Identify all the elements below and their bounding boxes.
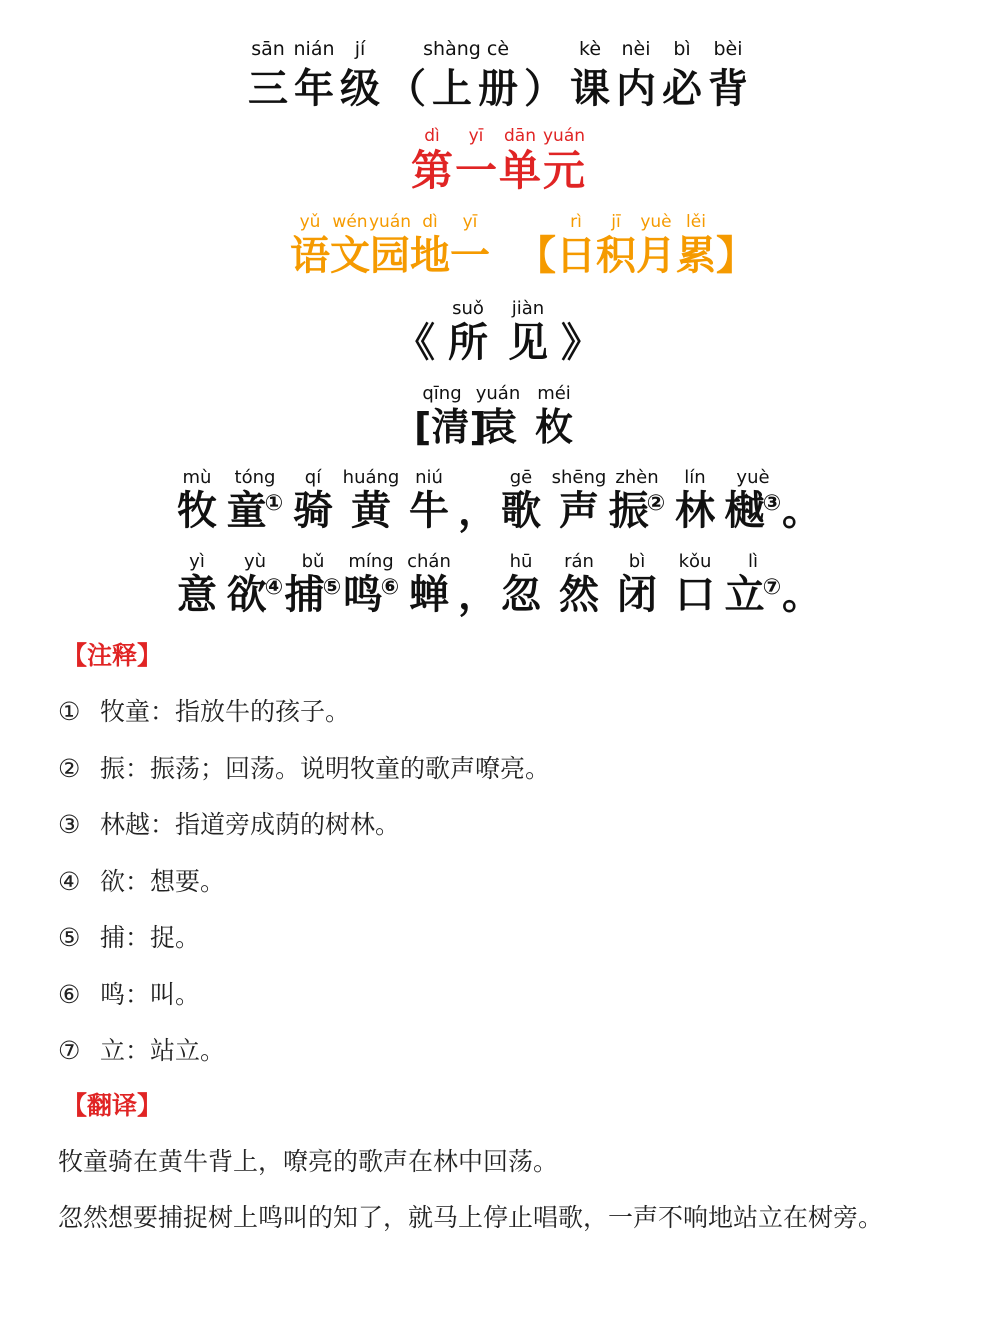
- pinyin: wén: [332, 212, 368, 232]
- note-number: ⑦: [58, 1036, 81, 1065]
- ruby-unit: [423, 38, 481, 112]
- ruby-unit: [475, 40, 521, 112]
- pinyin: kè: [578, 38, 602, 60]
- hanzi: 文: [330, 233, 370, 279]
- footnote-marker: ⑤: [322, 574, 342, 600]
- ruby-unit: [724, 551, 782, 617]
- pinyin: shàng: [423, 38, 481, 60]
- hanzi: 见: [508, 320, 548, 366]
- ruby-unit: [596, 212, 636, 278]
- pinyin: yì: [189, 551, 205, 572]
- ruby-unit: [337, 40, 383, 112]
- title-open-mark: 《: [395, 320, 435, 366]
- footnote-marker: ④: [264, 574, 284, 600]
- note-item: [58, 975, 200, 1011]
- hanzi: 元: [542, 146, 585, 195]
- hanzi: 园: [370, 233, 410, 279]
- ruby-unit: [410, 126, 454, 194]
- hanzi: 级: [340, 66, 380, 112]
- hanzi: 年: [294, 66, 334, 112]
- hanzi: 袁: [478, 405, 517, 449]
- hanzi: 地: [410, 233, 450, 279]
- ruby-unit: [414, 383, 487, 449]
- hanzi: 必: [662, 66, 702, 112]
- notes-heading: 【注释】: [62, 641, 163, 670]
- pinyin: nèi: [621, 38, 651, 60]
- ruby-unit: [383, 40, 429, 112]
- ruby-unit: [290, 212, 330, 278]
- ruby-unit: [492, 551, 550, 617]
- hanzi: 日: [556, 233, 596, 279]
- note-text: 立：站立。: [100, 1036, 226, 1065]
- pinyin: niú: [415, 467, 443, 488]
- note-item: [58, 692, 350, 728]
- hanzi: 单: [498, 146, 541, 195]
- open-bracket: 【: [516, 233, 556, 279]
- pinyin: bì: [673, 38, 691, 60]
- pinyin: yuán: [542, 126, 586, 146]
- ruby-unit: [556, 212, 596, 278]
- pinyin: cè: [486, 38, 510, 60]
- pinyin: lín: [684, 467, 706, 488]
- footnote-marker: ②: [646, 490, 666, 516]
- note-item: [58, 862, 225, 898]
- hanzi: 意: [177, 572, 217, 618]
- hanzi: 背: [708, 66, 748, 112]
- hanzi: ）: [524, 66, 564, 112]
- hanzi: 语: [290, 233, 330, 279]
- ruby-unit: [676, 212, 716, 278]
- pinyin: bǔ: [301, 551, 325, 572]
- hanzi: 第: [410, 146, 453, 195]
- pinyin: bì: [628, 551, 646, 572]
- ruby-unit: [521, 40, 567, 112]
- ruby-unit: [291, 40, 337, 112]
- note-text: 鸣：叫。: [100, 979, 201, 1009]
- ruby-unit: [330, 212, 370, 278]
- note-text: 振：振荡；回荡。说明牧童的歌声嘹亮。: [100, 753, 551, 783]
- pinyin: jí: [354, 38, 366, 60]
- pinyin: yǔ: [299, 212, 321, 232]
- pinyin: zhèn: [615, 467, 659, 488]
- ruby-unit: [492, 467, 550, 533]
- hanzi: 月: [636, 233, 676, 279]
- footnote-marker: ⑦: [762, 574, 782, 600]
- hanzi: 鸣: [342, 572, 383, 618]
- hanzi: 累: [676, 233, 716, 279]
- ruby-unit: [526, 383, 582, 449]
- ruby-unit: [567, 40, 613, 112]
- pinyin: yuán: [368, 212, 412, 232]
- pinyin: yuè: [640, 212, 672, 232]
- ruby-unit: [438, 298, 498, 366]
- hanzi: 振: [608, 488, 649, 534]
- note-item: [58, 805, 400, 841]
- ruby-unit: [608, 551, 666, 617]
- hanzi: 闭: [617, 572, 657, 618]
- ruby-unit: [168, 551, 226, 617]
- page-title: [0, 40, 996, 112]
- ruby-unit: [370, 212, 410, 278]
- hanzi: 歌: [501, 488, 541, 534]
- punctuation: 。: [782, 488, 822, 534]
- ruby-unit: [400, 467, 458, 533]
- footnote-marker: ⑥: [380, 574, 400, 600]
- ruby-unit: [245, 40, 291, 112]
- pinyin: rì: [570, 212, 582, 232]
- ruby-unit: [450, 212, 490, 278]
- note-number: ⑥: [58, 979, 81, 1009]
- pinyin: shēng: [551, 467, 607, 488]
- pinyin: kǒu: [678, 551, 712, 572]
- ruby-unit: [400, 551, 458, 617]
- hanzi: 牧: [177, 488, 217, 534]
- pinyin: rán: [564, 551, 594, 572]
- translation-heading: 【翻译】: [62, 1091, 163, 1120]
- punctuation: ，: [458, 488, 498, 534]
- ruby-unit: [666, 467, 724, 533]
- pinyin: sān: [251, 38, 285, 60]
- punctuation: 。: [782, 572, 822, 618]
- ruby-unit: [284, 467, 342, 533]
- footnote-marker: ③: [762, 490, 782, 516]
- hanzi: 口: [675, 572, 715, 618]
- ruby-unit: [226, 467, 284, 533]
- note-text: 林越：指道旁成荫的树林。: [100, 810, 401, 839]
- pinyin: bèi: [713, 38, 743, 60]
- pinyin: yuán: [475, 383, 521, 404]
- pinyin: qí: [304, 467, 322, 488]
- pinyin: lěi: [686, 212, 706, 232]
- ruby-unit: [613, 40, 659, 112]
- ruby-unit: [410, 212, 450, 278]
- note-item: [58, 1031, 225, 1067]
- hanzi: 林: [675, 488, 715, 534]
- hanzi: 骑: [293, 488, 333, 534]
- hanzi: 牛: [409, 488, 449, 534]
- translation-line-2: 忽然想要捕捉树上鸣叫的知了，就马上停止唱歌，一声不响地站立在树旁。: [58, 1203, 884, 1232]
- poem-line-1: [168, 467, 822, 534]
- poem-line-2: [168, 551, 822, 618]
- hanzi: 然: [559, 572, 599, 618]
- note-text: 欲：想要。: [100, 866, 226, 896]
- hanzi: 三: [248, 66, 288, 112]
- ruby-unit: [498, 298, 558, 366]
- hanzi: 上: [432, 66, 472, 112]
- ruby-unit: [550, 467, 608, 533]
- garden-heading: [290, 212, 756, 278]
- note-number: ①: [58, 697, 81, 726]
- note-text: 捕：捉。: [100, 923, 201, 952]
- note-number: ③: [58, 810, 81, 839]
- hanzi: 蝉: [409, 572, 449, 618]
- pinyin: yù: [243, 551, 267, 572]
- hanzi: 内: [616, 66, 656, 112]
- ruby-unit: [168, 467, 226, 533]
- ruby-unit: [470, 383, 526, 449]
- note-number: ④: [58, 866, 81, 896]
- close-bracket: 】: [716, 233, 756, 279]
- pinyin: dì: [422, 212, 438, 232]
- pinyin: yī: [462, 212, 478, 232]
- hanzi: （: [386, 66, 426, 112]
- ruby-unit: [542, 126, 586, 194]
- pinyin: dì: [424, 126, 440, 146]
- hanzi: 册: [478, 66, 518, 112]
- ruby-unit: [284, 551, 342, 617]
- ruby-unit: [659, 40, 705, 112]
- ruby-unit: [226, 551, 284, 617]
- note-item: [58, 749, 550, 785]
- hanzi: 忽: [501, 572, 541, 618]
- note-text: 牧童：指放牛的孩子。: [100, 697, 351, 726]
- footnote-marker: ①: [264, 490, 284, 516]
- ruby-unit: [342, 467, 400, 533]
- pinyin: huáng: [342, 467, 400, 488]
- ruby-unit: [498, 126, 542, 194]
- hanzi: 樾: [724, 488, 765, 534]
- pinyin: yī: [468, 126, 484, 146]
- ruby-unit: [550, 551, 608, 617]
- punctuation: ，: [458, 572, 498, 618]
- hanzi: 捕: [284, 572, 325, 618]
- pinyin: qīng: [422, 383, 462, 404]
- note-item: [58, 918, 200, 954]
- unit-heading: [0, 126, 996, 194]
- pinyin: jiàn: [511, 298, 545, 319]
- ruby-unit: [705, 40, 751, 112]
- hanzi: 课: [570, 66, 610, 112]
- hanzi: 黄: [351, 488, 391, 534]
- ruby-unit: [724, 467, 782, 533]
- hanzi: [清]: [414, 405, 487, 449]
- poem-title: [0, 298, 996, 366]
- pinyin: nián: [293, 38, 335, 60]
- ruby-unit: [454, 126, 498, 194]
- title-close-mark: 》: [561, 320, 601, 366]
- hanzi: 一: [454, 146, 497, 195]
- ruby-unit: [666, 551, 724, 617]
- hanzi: 欲: [226, 572, 267, 618]
- pinyin: suǒ: [452, 298, 484, 319]
- pinyin: yuè: [736, 467, 770, 488]
- note-number: ②: [58, 753, 81, 783]
- pinyin: chán: [407, 551, 451, 572]
- hanzi: 一: [450, 233, 490, 279]
- pinyin: gē: [509, 467, 533, 488]
- note-number: ⑤: [58, 923, 81, 952]
- pinyin: méi: [537, 383, 571, 404]
- hanzi: 声: [559, 488, 599, 534]
- hanzi: 童: [226, 488, 267, 534]
- pinyin: tóng: [234, 467, 276, 488]
- pinyin: mù: [182, 467, 212, 488]
- ruby-unit: [608, 467, 666, 533]
- pinyin: dān: [504, 126, 536, 146]
- hanzi: 立: [724, 572, 765, 618]
- pinyin: jī: [611, 212, 621, 232]
- pinyin: hū: [509, 551, 533, 572]
- ruby-unit: [342, 551, 400, 617]
- hanzi: 积: [596, 233, 636, 279]
- hanzi: 枚: [534, 405, 573, 449]
- ruby-unit: [636, 212, 676, 278]
- translation-line-1: 牧童骑在黄牛背上，嘹亮的歌声在林中回荡。: [58, 1147, 559, 1176]
- pinyin: míng: [348, 551, 394, 572]
- pinyin: lì: [747, 551, 759, 572]
- poem-author: [414, 383, 582, 449]
- hanzi: 所: [448, 320, 488, 366]
